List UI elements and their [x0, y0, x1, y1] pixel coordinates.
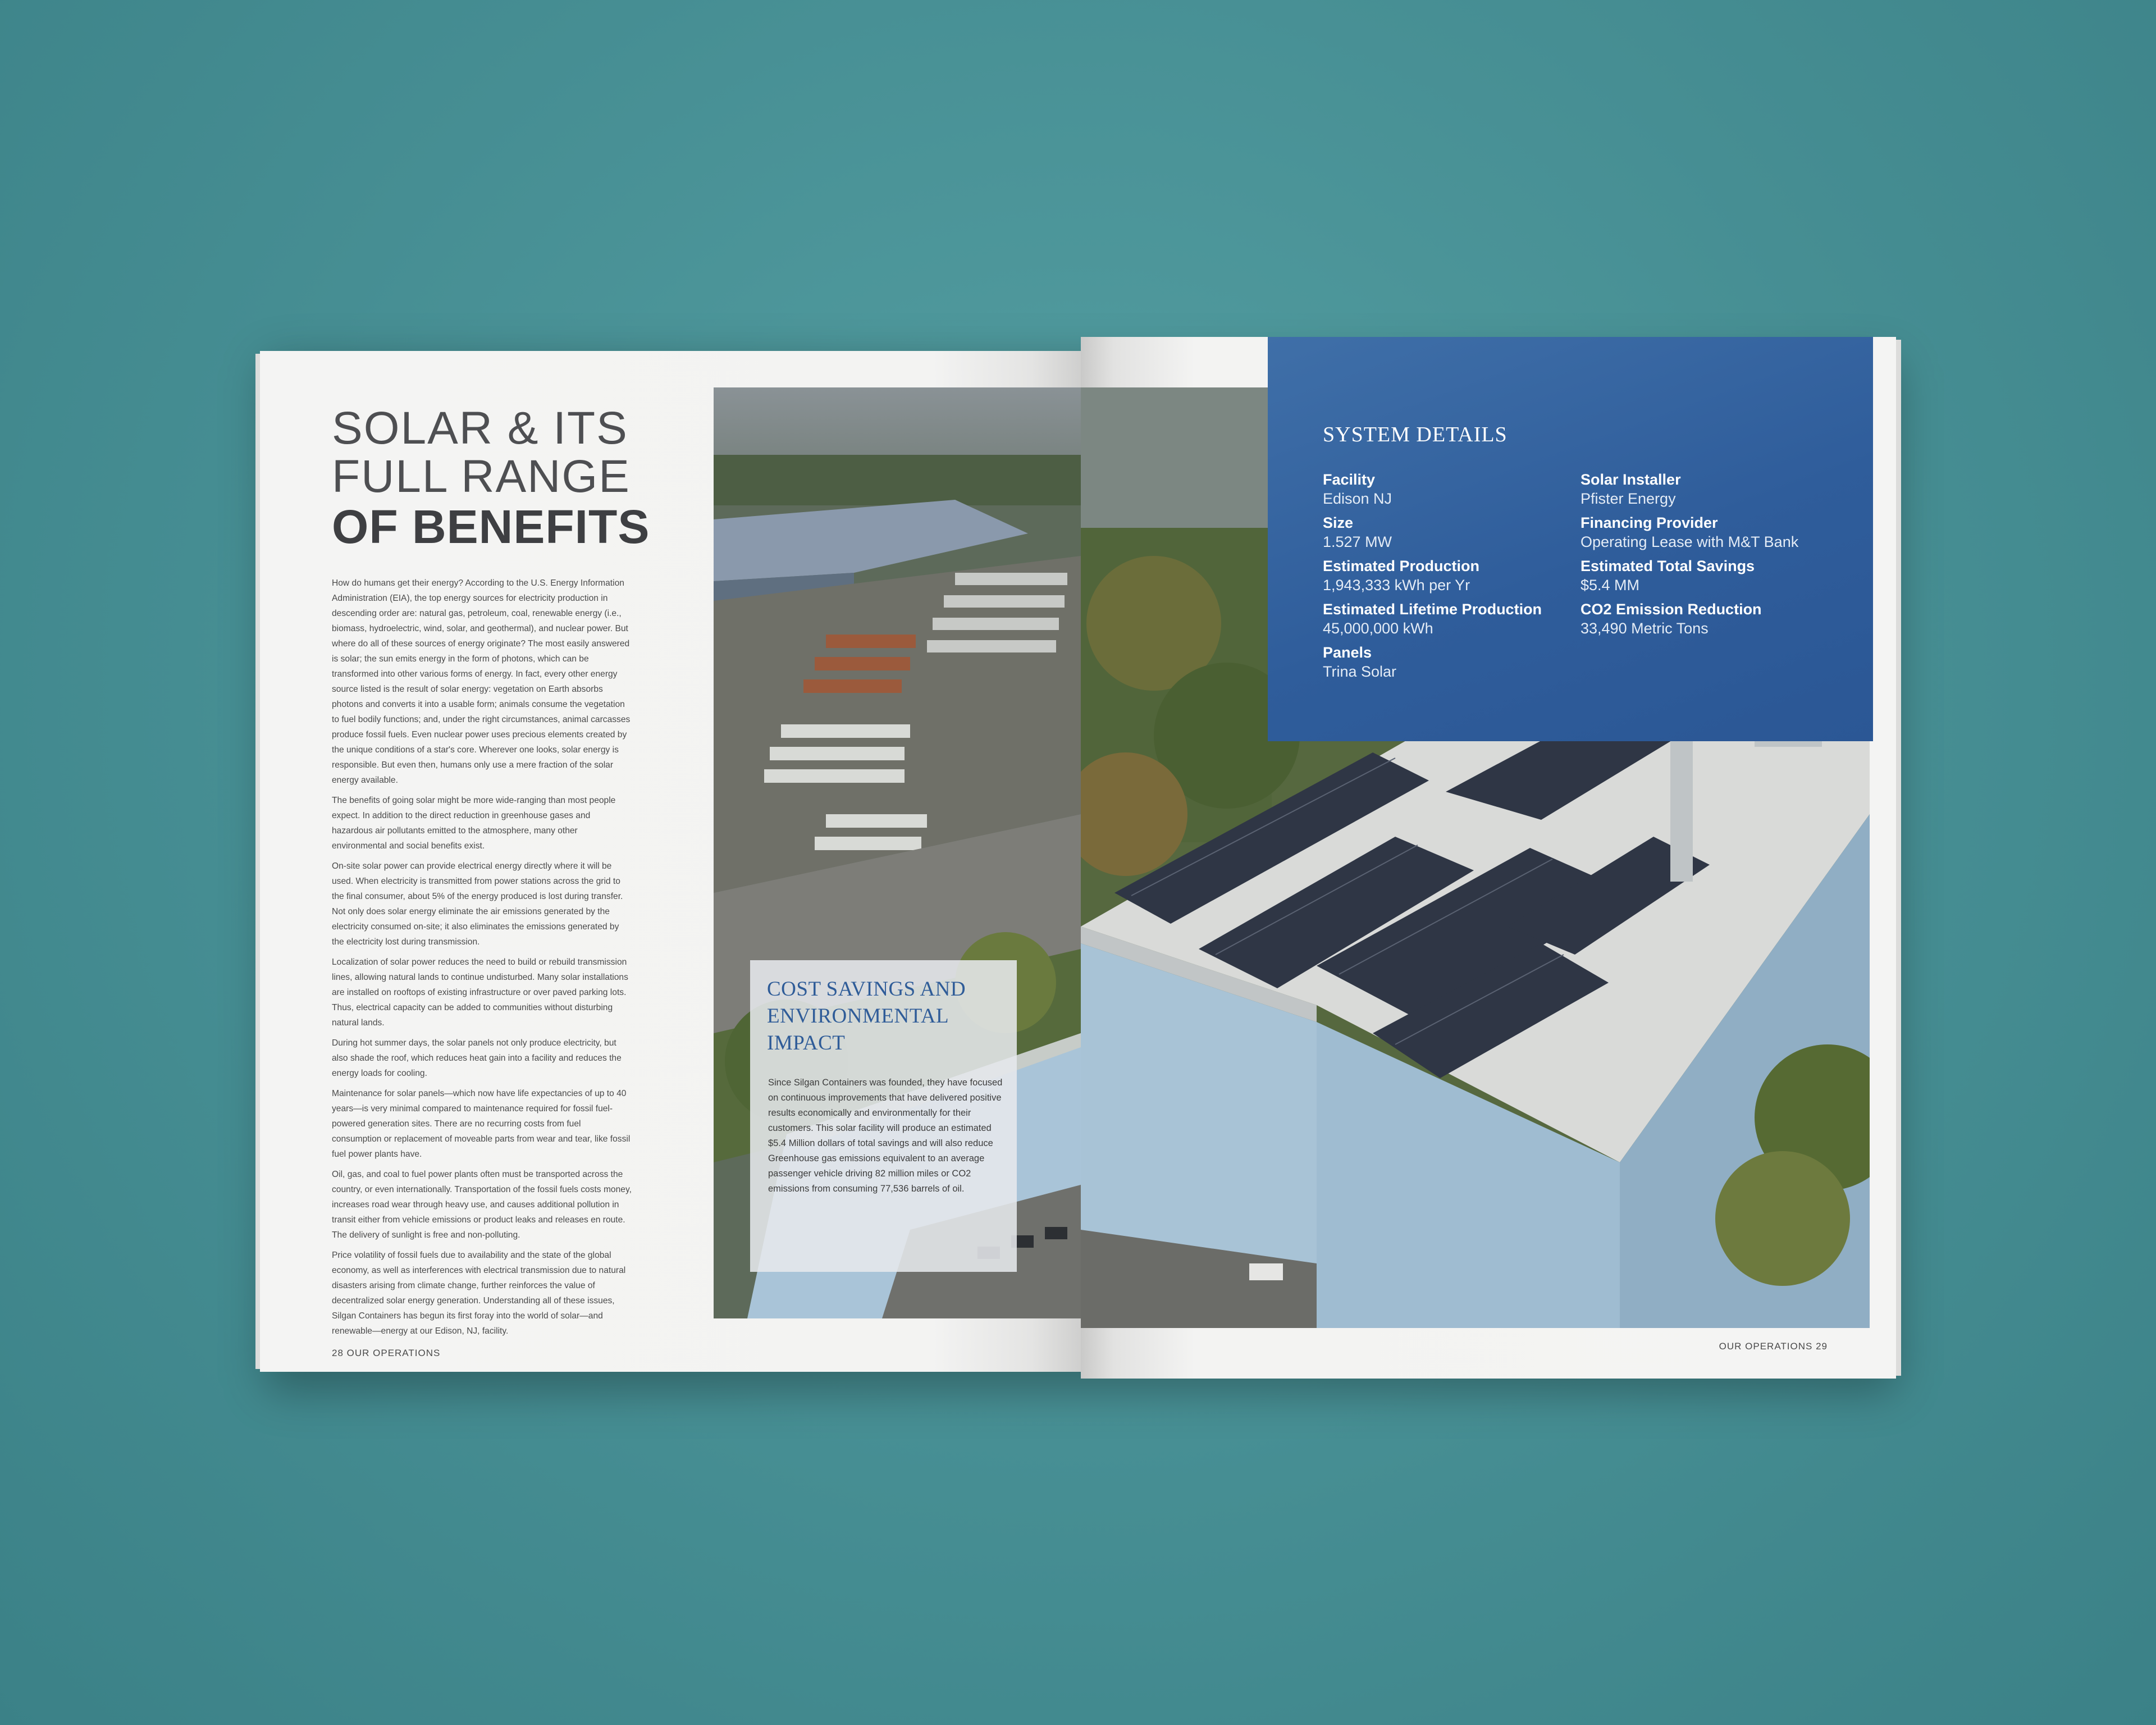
detail-value: 45,000,000 kWh	[1323, 620, 1433, 637]
page-folio-right: OUR OPERATIONS 29	[1719, 1341, 1828, 1352]
system-details-title: SYSTEM DETAILS	[1323, 423, 1508, 446]
page-folio-left: 28 OUR OPERATIONS	[332, 1348, 441, 1358]
detail-lifetime-production	[1323, 600, 1587, 638]
headline-line-3: OF BENEFITS	[332, 500, 650, 553]
paragraph: Localization of solar power reduces the need to build or rebuild transmission lines, allowing natural lands to continue undisturbed. Many solar installations are installed on rooftops of existing infrastructure or over paved parking lots. Thus, electrical capacity can be added to communities without disturbing natural lands.	[332, 957, 628, 1028]
detail-facility	[1323, 470, 1587, 509]
detail-value: Trina Solar	[1323, 663, 1397, 680]
detail-panels	[1323, 643, 1587, 682]
detail-label: Facility	[1323, 471, 1376, 488]
detail-label: Panels	[1323, 644, 1372, 661]
paragraph: How do humans get their energy? According to the U.S. Energy Information Administration (EIA), the top energy sources for electricity production in descending order are: natural gas, petroleum, coal, renewable energy (i.e., biomass, hydroelectric, wind, solar, and geothermal), and nuclear power. But where do all of these sources of energy originate? The most easily answered is solar; the sun emits energy in the form of photons, which can be transformed into other various forms of energy. In fact, every other energy source listed is the result of solar energy: vegetation on Earth absorbs photons and converts it into a usable form; animals consume the vegetation to fuel bodily functions; and, under the right circumstances, animal carcasses produce fossil fuels. Even nuclear power uses precious elements created by the unique conditions of a star's core. Wherever one looks, solar energy is responsible. But even then, humans only use a mere fraction of the solar energy available.	[332, 578, 631, 785]
detail-financing-provider	[1581, 513, 1844, 552]
system-details-column-2	[1581, 470, 1844, 643]
detail-label: Solar Installer	[1581, 471, 1681, 488]
detail-total-savings	[1581, 556, 1844, 595]
detail-value: Pfister Energy	[1581, 490, 1676, 507]
detail-label: Financing Provider	[1581, 514, 1718, 531]
detail-value: Edison NJ	[1323, 490, 1392, 507]
detail-estimated-production	[1323, 556, 1587, 595]
headline-line-1: SOLAR & ITS	[332, 403, 628, 454]
system-details-panel	[1268, 337, 1873, 741]
left-page	[260, 351, 1081, 1372]
detail-value: 1.527 MW	[1323, 533, 1392, 550]
detail-co2-reduction	[1581, 600, 1844, 638]
detail-value: 33,490 Metric Tons	[1581, 620, 1709, 637]
paragraph: The benefits of going solar might be more wide-ranging than most people expect. In addition to the direct reduction in greenhouse gases and hazardous air pollutants emitted to the atmosphere, many other environmental and social benefits exist.	[332, 796, 616, 851]
cost-savings-title: COST SAVINGS AND ENVIRONMENTAL IMPACT	[767, 978, 966, 1055]
paragraph: On-site solar power can provide electrical energy directly where it will be used. When electricity is transmitted from power stations across the grid to the final consumer, about 5% of the energy produced is lost during transfer. Not only does solar energy eliminate the air emissions generated by the electricity consumed on-site; it also eliminates the emissions generated by the electricity lost during transmission.	[332, 861, 623, 947]
detail-value: Operating Lease with M&T Bank	[1581, 533, 1799, 550]
headline	[332, 404, 725, 553]
cost-savings-body: Since Silgan Containers was founded, they have focused on continuous improvements that have delivered positive results economically and environmentally for their customers. This solar facility will produce an estimated $5.4 Million dollars of total savings and will also reduce Greenhouse gas emissions equivalent to an average passenger vehicle driving 82 million miles or CO2 emissions from consuming 77,536 barrels of oil.	[768, 1078, 1003, 1194]
detail-solar-installer	[1581, 470, 1844, 509]
system-details-column-1	[1323, 470, 1587, 686]
headline-line-2: FULL RANGE	[332, 451, 631, 502]
detail-label: Estimated Lifetime Production	[1323, 601, 1542, 618]
paragraph: Oil, gas, and coal to fuel power plants often must be transported across the country, or even internationally. Transportation of the fossil fuels costs money, increases road wear through heavy use, and causes additional pollution in transit either from vehicle emissions or product leaks and releases en route. The delivery of sunlight is free and non-polluting.	[332, 1170, 632, 1240]
detail-label: Estimated Total Savings	[1581, 558, 1755, 574]
right-page	[1081, 337, 1896, 1379]
paragraph: Price volatility of fossil fuels due to availability and the state of the global economy, as well as interferences with electrical transmission due to natural disasters arising from climate change, further reinforces the value of decentralized solar energy generation. Understanding all of these issues, Silgan Containers has begun its first foray into the world of solar—and renewable—energy at our Edison, NJ, facility.	[332, 1251, 626, 1336]
detail-label: CO2 Emission Reduction	[1581, 601, 1762, 618]
detail-value: 1,943,333 kWh per Yr	[1323, 577, 1470, 594]
detail-label: Size	[1323, 514, 1354, 531]
paragraph: Maintenance for solar panels—which now have life expectancies of up to 40 years—is very minimal compared to maintenance required for fossil fuel-powered generation sites. There are no recurring costs from fuel consumption or replacement of moveable parts from wear and tear, like fossil fuel power plants have.	[332, 1089, 631, 1159]
detail-label: Estimated Production	[1323, 558, 1480, 574]
cost-savings-box	[750, 960, 1017, 1272]
article-body	[332, 576, 632, 1344]
detail-value: $5.4 MM	[1581, 577, 1640, 594]
paragraph: During hot summer days, the solar panels not only produce electricity, but also shade the roof, which reduces heat gain into a facility and reduces the energy loads for cooling.	[332, 1038, 622, 1078]
detail-size	[1323, 513, 1587, 552]
